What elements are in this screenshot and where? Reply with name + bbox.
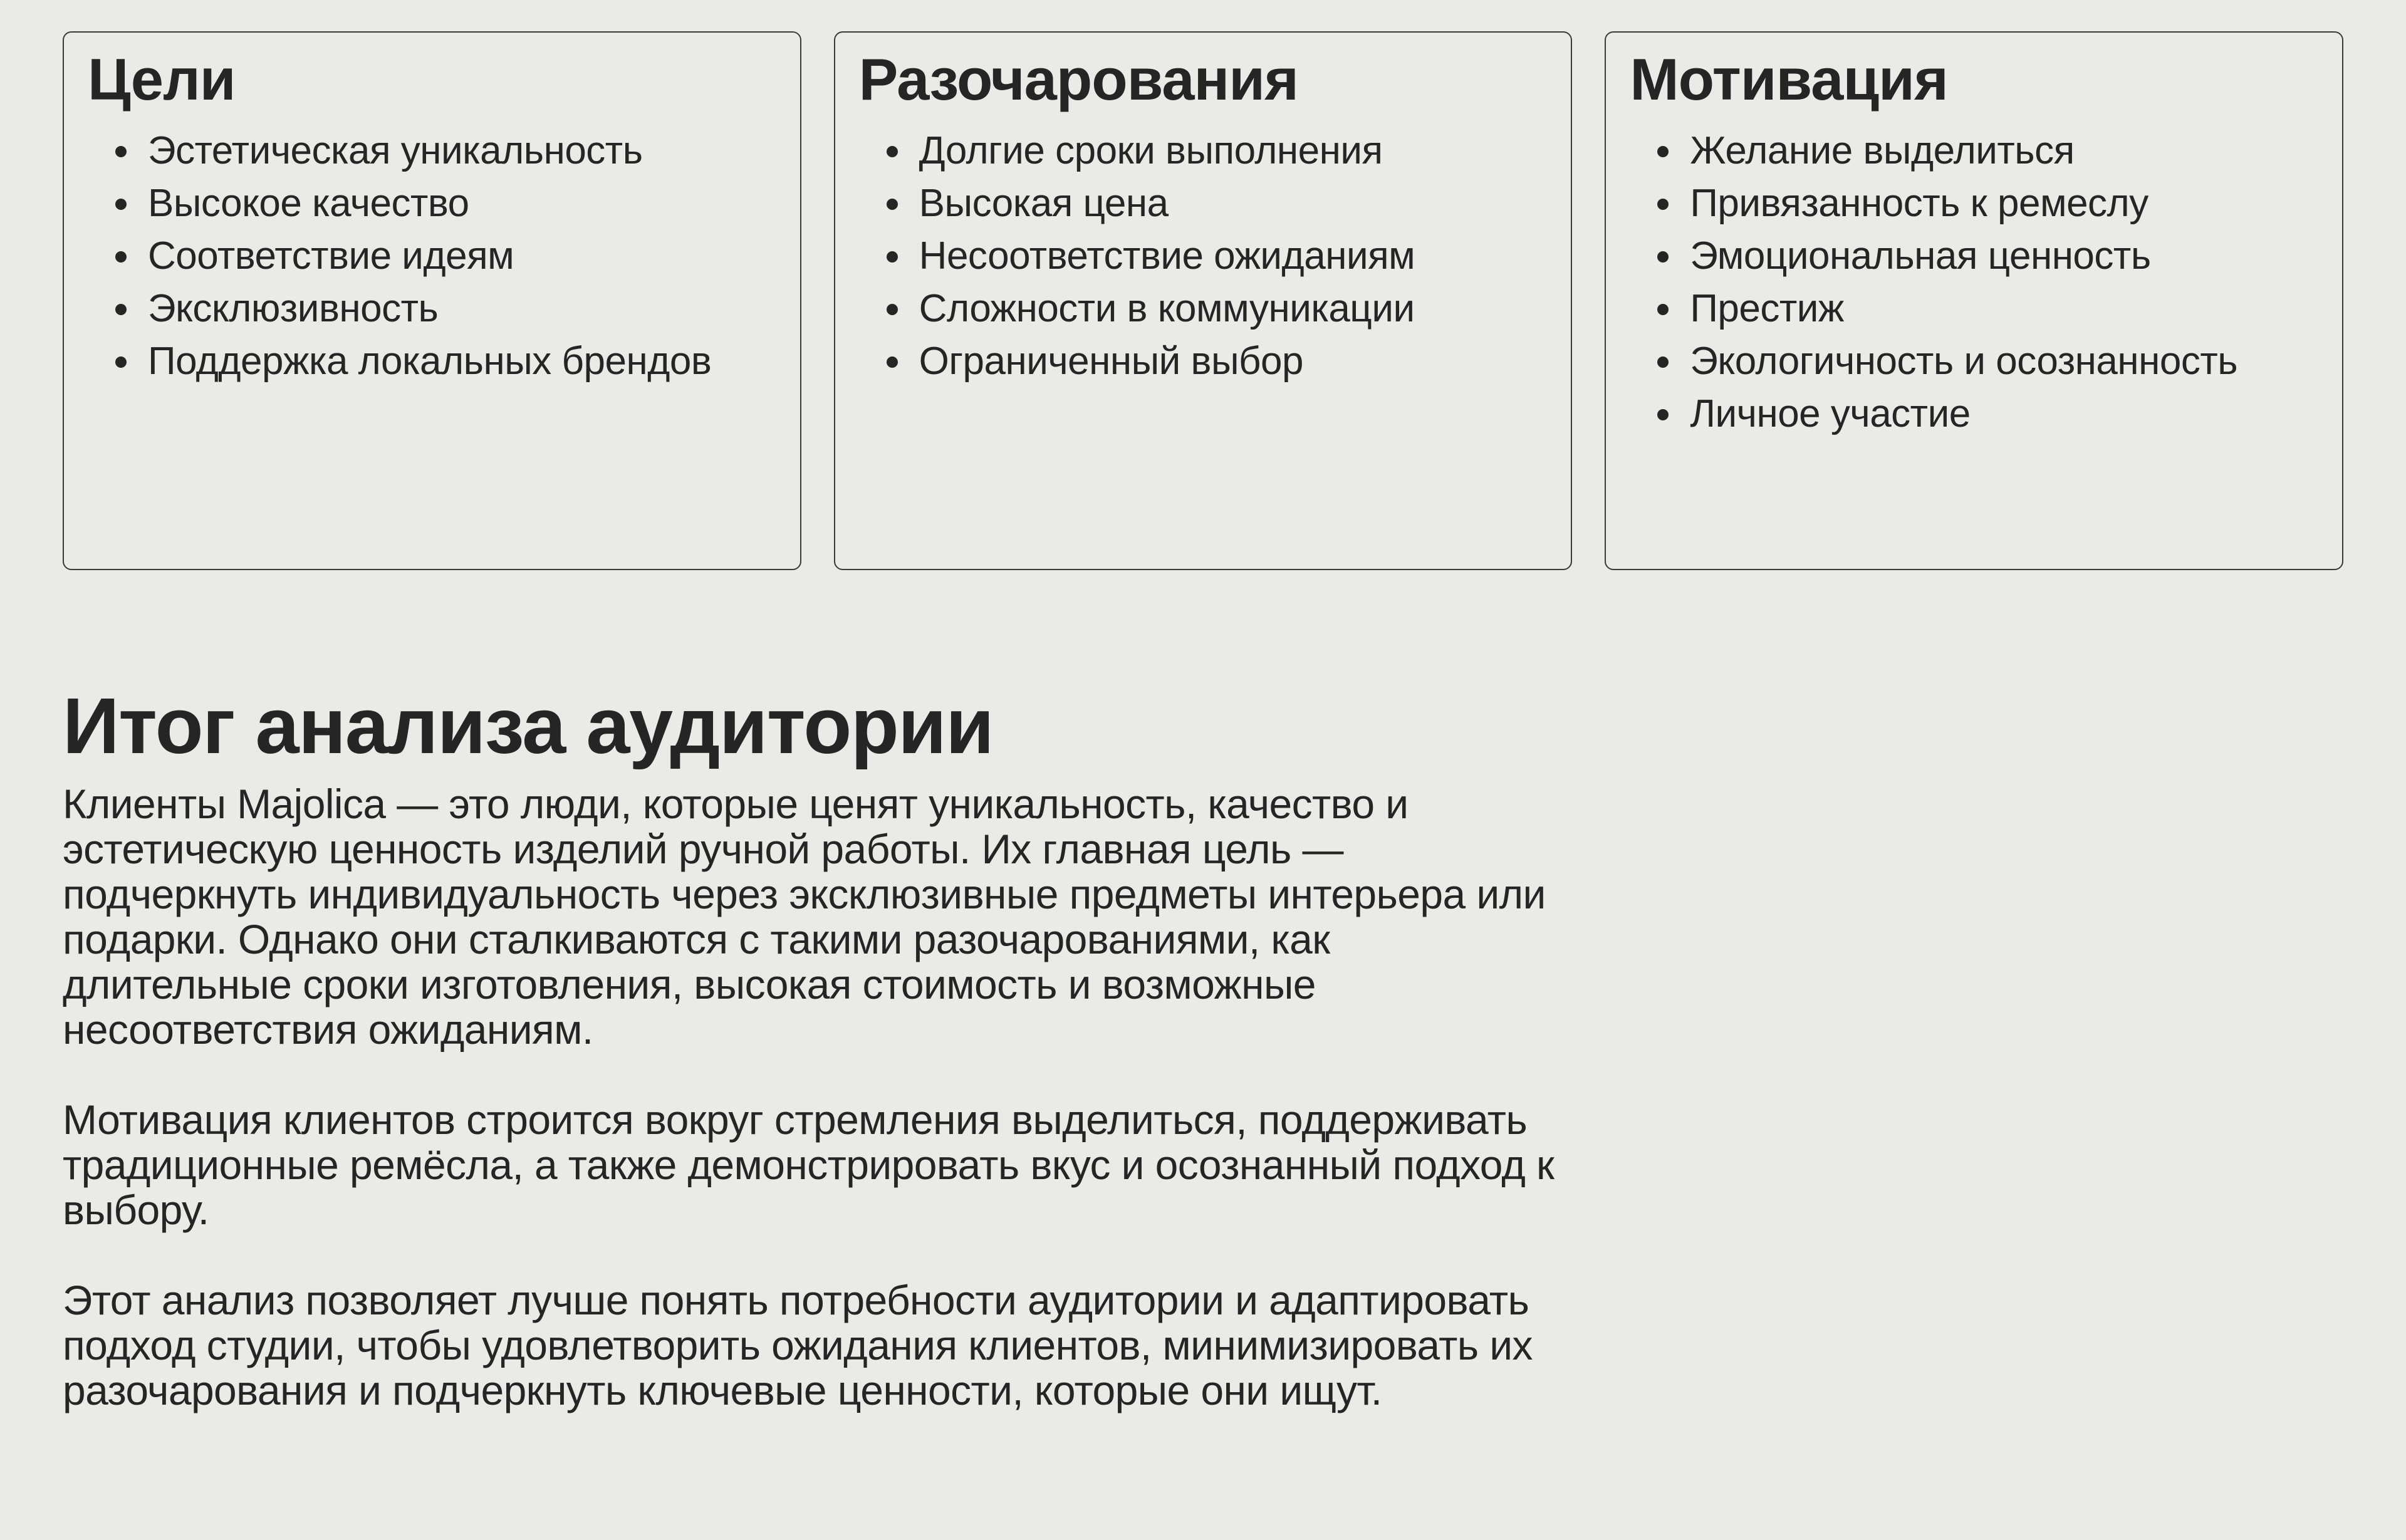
list-item: Сложности в коммуникации xyxy=(919,283,1548,335)
summary-title: Итог анализа аудитории xyxy=(63,682,994,770)
list-item: Престиж xyxy=(1690,283,2318,335)
motivation-title: Мотивация xyxy=(1630,46,1948,112)
summary-paragraph: Клиенты Majolica — это люди, которые ценят уникальность, качество и эстетическую ценность изделий ручной работы. Их главная цель — подчеркнуть индивидуальность через эксклюзивные предметы интерьера или подарки. Однако они сталкиваются с такими разочарованиями, как длительные сроки изготовления, высокая стоимость и возможные несоответствия ожиданиям. xyxy=(63,780,1546,1053)
list-item: Несоответствие ожиданиям xyxy=(919,230,1548,283)
motivation-card xyxy=(1605,31,2343,570)
goals-card xyxy=(63,31,801,570)
list-item: Поддержка локальных брендов xyxy=(148,335,776,388)
list-item: Соответствие идеям xyxy=(148,230,776,283)
list-item: Высокая цена xyxy=(919,177,1548,230)
motivation-list xyxy=(1630,125,2318,440)
list-item: Личное участие xyxy=(1690,388,2318,440)
list-item: Желание выделиться xyxy=(1690,125,2318,177)
list-item: Эксклюзивность xyxy=(148,283,776,335)
frustrations-title: Разочарования xyxy=(858,46,1298,112)
summary-paragraph: Мотивация клиентов строится вокруг стремления выделиться, поддерживать традиционные ремёсла, а также демонстрировать вкус и осознанный подход к выбору. xyxy=(63,1096,1555,1233)
list-item: Эмоциональная ценность xyxy=(1690,230,2318,283)
list-item: Долгие сроки выполнения xyxy=(919,125,1548,177)
list-item: Экологичность и осознанность xyxy=(1690,335,2318,388)
frustrations-card xyxy=(834,31,1573,570)
goals-title: Цели xyxy=(88,46,236,112)
list-item: Привязанность к ремеслу xyxy=(1690,177,2318,230)
goals-list xyxy=(88,125,776,388)
list-item: Высокое качество xyxy=(148,177,776,230)
audience-cards xyxy=(63,31,2343,570)
summary-paragraph: Этот анализ позволяет лучше понять потребности аудитории и адаптировать подход студии, чтобы удовлетворить ожидания клиентов, минимизировать их разочарования и подчеркнуть ключевые ценности, которые они ищут. xyxy=(63,1276,1533,1413)
frustrations-list xyxy=(859,125,1548,388)
list-item: Ограниченный выбор xyxy=(919,335,1548,388)
summary-section xyxy=(63,683,1566,1413)
list-item: Эстетическая уникальность xyxy=(148,125,776,177)
